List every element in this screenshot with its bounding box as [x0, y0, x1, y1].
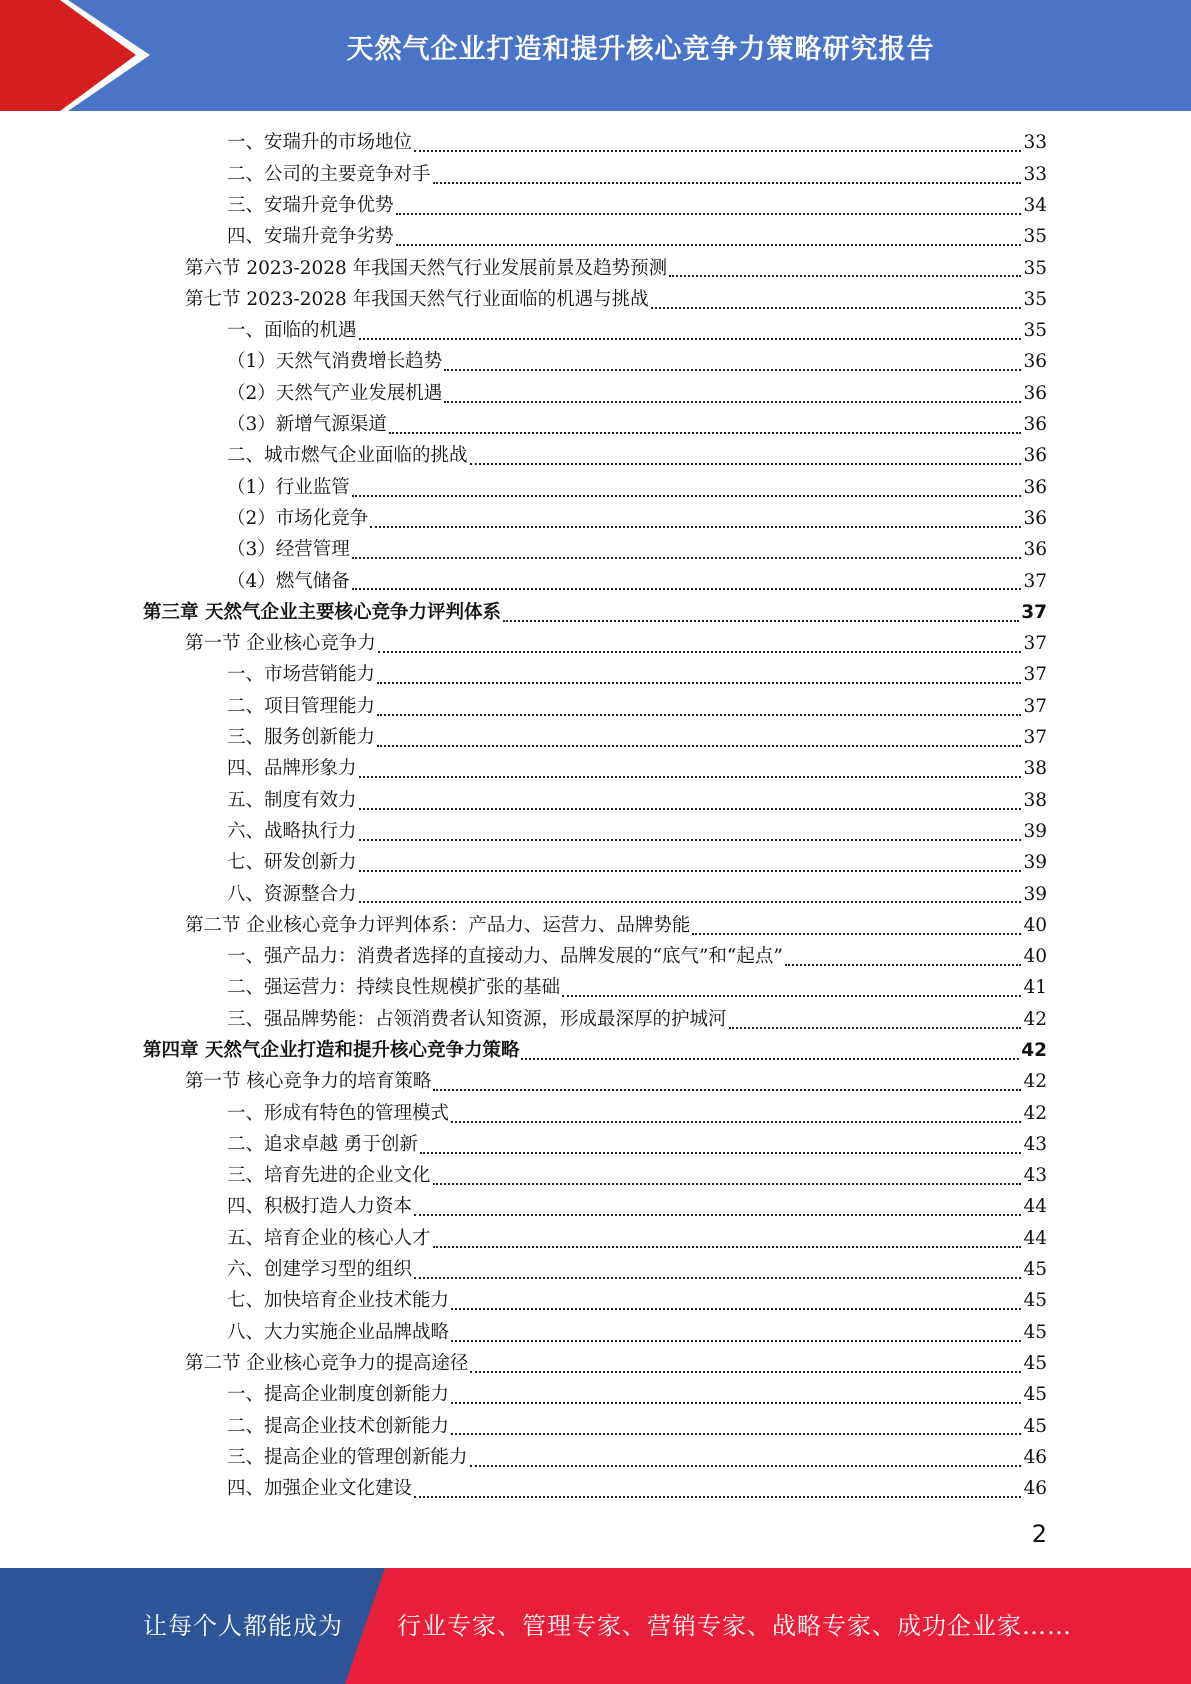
toc-entry-label: 三、强品牌势能：占领消费者认知资源，形成最深厚的护城河 [227, 1008, 727, 1030]
toc-dot-leader [389, 431, 1022, 434]
footer-slogan-left: 让每个人都能成为 [143, 1612, 343, 1640]
toc-entry-page: 35 [1023, 257, 1047, 279]
toc-entry[interactable] [0, 1411, 1191, 1442]
toc-entry-page: 33 [1023, 132, 1047, 154]
toc-entry-page: 35 [1023, 226, 1047, 248]
toc-entry-label: 二、提高企业技术创新能力 [227, 1415, 450, 1437]
toc-entry[interactable] [0, 1098, 1191, 1129]
toc-entry[interactable] [0, 1474, 1191, 1505]
toc-entry[interactable] [0, 1067, 1191, 1098]
toc-entry[interactable] [0, 817, 1191, 848]
toc-entry-page: 43 [1023, 1165, 1047, 1187]
toc-entry-label: 七、加快培育企业技术能力 [227, 1290, 450, 1312]
toc-dot-leader [414, 1495, 1021, 1498]
toc-entry-page: 45 [1023, 1352, 1047, 1374]
toc-entry-page: 42 [1021, 1040, 1047, 1061]
toc-dot-leader [359, 838, 1022, 841]
toc-dot-leader [370, 525, 1021, 528]
toc-entry-label: 一、提高企业制度创新能力 [227, 1384, 450, 1406]
toc-dot-leader [451, 1432, 1021, 1435]
toc-entry-page: 45 [1023, 1290, 1047, 1312]
toc-entry-label: 二、公司的主要竞争对手 [227, 163, 431, 185]
toc-entry-label: 六、战略执行力 [227, 820, 357, 842]
toc-entry[interactable] [0, 754, 1191, 785]
toc-entry[interactable] [0, 691, 1191, 722]
toc-entry-page: 41 [1023, 977, 1047, 999]
toc-entry[interactable] [0, 253, 1191, 284]
toc-entry-label: 四、安瑞升竞争劣势 [227, 226, 394, 248]
toc-entry-label: 一、市场营销能力 [227, 664, 376, 686]
toc-entry-page: 42 [1023, 1008, 1047, 1030]
toc-entry[interactable] [0, 378, 1191, 409]
toc-entry-page: 38 [1023, 789, 1047, 811]
toc-entry[interactable] [0, 1036, 1191, 1067]
toc-entry-page: 46 [1023, 1446, 1047, 1468]
toc-entry-page: 34 [1023, 194, 1047, 216]
toc-dot-leader [521, 1057, 1019, 1060]
toc-dot-leader [414, 1213, 1021, 1216]
toc-entry[interactable] [0, 629, 1191, 660]
toc-dot-leader [396, 243, 1022, 246]
toc-dot-leader [785, 963, 1022, 966]
toc-entry-page: 42 [1023, 1102, 1047, 1124]
toc-entry[interactable] [0, 1004, 1191, 1035]
toc-entry[interactable] [0, 973, 1191, 1004]
toc-entry[interactable] [0, 723, 1191, 754]
toc-entry[interactable] [0, 910, 1191, 941]
toc-entry-page: 45 [1023, 1321, 1047, 1343]
toc-entry-label: 一、形成有特色的管理模式 [227, 1102, 450, 1124]
toc-entry-label: 二、项目管理能力 [227, 695, 376, 717]
toc-entry[interactable] [0, 597, 1191, 628]
toc-dot-leader [451, 1307, 1021, 1310]
toc-entry-label: 一、强产品力：消费者选择的直接动力、品牌发展的“底气”和“起点” [227, 946, 783, 968]
toc-entry-page: 36 [1023, 539, 1047, 561]
toc-entry-page: 45 [1023, 1259, 1047, 1281]
toc-entry[interactable] [0, 1442, 1191, 1473]
toc-entry[interactable] [0, 284, 1191, 315]
toc-entry[interactable] [0, 504, 1191, 535]
toc-entry-label: 三、安瑞升竞争优势 [227, 194, 394, 216]
toc-entry[interactable] [0, 1130, 1191, 1161]
toc-dot-leader [378, 650, 1022, 653]
toc-entry[interactable] [0, 1255, 1191, 1286]
toc-entry[interactable] [0, 159, 1191, 190]
toc-dot-leader [377, 744, 1021, 747]
toc-entry[interactable] [0, 1192, 1191, 1223]
toc-entry-label: 三、培育先进的企业文化 [227, 1165, 431, 1187]
toc-entry-label: 四、品牌形象力 [227, 758, 357, 780]
toc-entry[interactable] [0, 347, 1191, 378]
toc-dot-leader [651, 306, 1022, 309]
toc-entry[interactable] [0, 660, 1191, 691]
toc-entry[interactable] [0, 441, 1191, 472]
toc-dot-leader [444, 400, 1021, 403]
toc-entry-page: 39 [1023, 820, 1047, 842]
toc-entry[interactable] [0, 222, 1191, 253]
toc-dot-leader [433, 181, 1022, 184]
toc-dot-leader [451, 1401, 1021, 1404]
toc-dot-leader [359, 869, 1022, 872]
toc-entry[interactable] [0, 1286, 1191, 1317]
toc-dot-leader [414, 1276, 1021, 1279]
toc-dot-leader [377, 713, 1021, 716]
toc-entry-label: 第一节 企业核心竞争力 [185, 633, 376, 655]
toc-entry-page: 38 [1023, 758, 1047, 780]
toc-entry[interactable] [0, 785, 1191, 816]
toc-entry[interactable] [0, 1223, 1191, 1254]
footer-slogan-right: 行业专家、管理专家、营销专家、战略专家、成功企业家…… [397, 1612, 1072, 1640]
toc-entry-label: （3）经营管理 [227, 539, 350, 561]
toc-dot-leader [396, 212, 1022, 215]
toc-entry-label: （1）行业监管 [227, 476, 350, 498]
toc-entry-page: 33 [1023, 163, 1047, 185]
toc-entry-page: 45 [1023, 1384, 1047, 1406]
toc-entry-label: 第二节 企业核心竞争力评判体系：产品力、运营力、品牌势能 [185, 914, 691, 936]
toc-entry-label: （1）天然气消费增长趋势 [227, 351, 443, 373]
toc-entry-label: 第三章 天然气企业主要核心竞争力评判体系 [143, 601, 501, 623]
toc-dot-leader [451, 1120, 1021, 1123]
toc-dot-leader [729, 1026, 1022, 1029]
toc-entry-label: 一、安瑞升的市场地位 [227, 132, 413, 154]
toc-entry-label: 二、城市燃气企业面临的挑战 [227, 445, 468, 467]
table-of-contents [0, 128, 1191, 1505]
toc-entry-page: 36 [1023, 507, 1047, 529]
toc-entry-label: 一、面临的机遇 [227, 320, 357, 342]
toc-dot-leader [451, 1339, 1021, 1342]
toc-entry[interactable] [0, 128, 1191, 159]
toc-entry-page: 45 [1023, 1415, 1047, 1437]
toc-entry[interactable] [0, 535, 1191, 566]
toc-entry[interactable] [0, 1317, 1191, 1348]
toc-entry-label: 四、加强企业文化建设 [227, 1478, 413, 1500]
toc-entry-label: 五、制度有效力 [227, 789, 357, 811]
toc-entry[interactable] [0, 879, 1191, 910]
toc-entry-page: 44 [1023, 1196, 1047, 1218]
toc-entry-label: （2）天然气产业发展机遇 [227, 382, 443, 404]
toc-entry[interactable] [0, 472, 1191, 503]
toc-entry-label: 第二节 企业核心竞争力的提高途径 [185, 1352, 469, 1374]
page-footer [0, 1568, 1191, 1684]
toc-entry-label: （4）燃气储备 [227, 570, 350, 592]
toc-entry-page: 36 [1023, 445, 1047, 467]
page-number: 2 [1031, 1520, 1047, 1548]
toc-entry-label: 四、积极打造人力资本 [227, 1196, 413, 1218]
toc-entry-page: 35 [1023, 320, 1047, 342]
toc-dot-leader [503, 619, 1019, 622]
toc-entry-label: （3）新增气源渠道 [227, 414, 387, 436]
toc-entry-page: 36 [1023, 414, 1047, 436]
toc-entry[interactable] [0, 316, 1191, 347]
toc-entry-page: 37 [1023, 727, 1047, 749]
toc-entry-page: 44 [1023, 1227, 1047, 1249]
toc-dot-leader [433, 1182, 1022, 1185]
toc-dot-leader [420, 1151, 1022, 1154]
toc-entry-page: 37 [1023, 633, 1047, 655]
toc-entry-page: 37 [1021, 601, 1047, 623]
toc-dot-leader [377, 681, 1021, 684]
toc-dot-leader [352, 556, 1022, 559]
toc-entry-label: 第一节 核心竞争力的培育策略 [185, 1071, 432, 1093]
toc-dot-leader [470, 1464, 1022, 1467]
toc-entry[interactable] [0, 566, 1191, 597]
toc-entry-page: 37 [1023, 570, 1047, 592]
toc-dot-leader [359, 900, 1022, 903]
toc-dot-leader [562, 994, 1021, 997]
toc-dot-leader [433, 1088, 1021, 1091]
toc-entry[interactable] [0, 1161, 1191, 1192]
toc-entry-page: 39 [1023, 852, 1047, 874]
toc-dot-leader [359, 807, 1022, 810]
toc-dot-leader [444, 368, 1021, 371]
toc-entry-label: 八、大力实施企业品牌战略 [227, 1321, 450, 1343]
toc-entry-label: 二、强运营力：持续良性规模扩张的基础 [227, 977, 561, 999]
toc-entry-page: 46 [1023, 1478, 1047, 1500]
toc-entry-page: 36 [1023, 476, 1047, 498]
toc-entry-page: 42 [1023, 1071, 1047, 1093]
toc-entry-label: 第六节 2023-2028 年我国天然气行业发展前景及趋势预测 [185, 257, 668, 279]
toc-entry[interactable] [0, 1349, 1191, 1380]
toc-entry-page: 35 [1023, 288, 1047, 310]
toc-entry-page: 36 [1023, 382, 1047, 404]
toc-entry[interactable] [0, 942, 1191, 973]
toc-entry-page: 40 [1023, 914, 1047, 936]
toc-entry[interactable] [0, 191, 1191, 222]
toc-entry-label: 七、研发创新力 [227, 852, 357, 874]
toc-dot-leader [470, 1370, 1021, 1373]
toc-dot-leader [692, 932, 1021, 935]
toc-entry-label: 六、创建学习型的组织 [227, 1259, 413, 1281]
toc-entry-label: （2）市场化竞争 [227, 507, 369, 529]
toc-dot-leader [359, 775, 1022, 778]
toc-entry[interactable] [0, 848, 1191, 879]
toc-entry-label: 第四章 天然气企业打造和提升核心竞争力策略 [143, 1040, 520, 1061]
toc-entry-label: 三、服务创新能力 [227, 727, 376, 749]
toc-entry-page: 39 [1023, 883, 1047, 905]
toc-dot-leader [359, 337, 1022, 340]
toc-entry-page: 40 [1023, 946, 1047, 968]
toc-entry-page: 43 [1023, 1133, 1047, 1155]
toc-entry-label: 第七节 2023-2028 年我国天然气行业面临的机遇与挑战 [185, 288, 649, 310]
toc-dot-leader [669, 274, 1021, 277]
report-title: 天然气企业打造和提升核心竞争力策略研究报告 [346, 34, 935, 65]
page-header [0, 0, 1191, 111]
toc-dot-leader [414, 149, 1021, 152]
toc-entry-page: 37 [1023, 695, 1047, 717]
toc-dot-leader [352, 494, 1022, 497]
toc-entry-label: 五、培育企业的核心人才 [227, 1227, 431, 1249]
toc-entry[interactable] [0, 1380, 1191, 1411]
toc-entry-page: 36 [1023, 351, 1047, 373]
toc-dot-leader [470, 462, 1022, 465]
toc-entry-label: 二、追求卓越 勇于创新 [227, 1133, 418, 1155]
toc-dot-leader [352, 587, 1022, 590]
toc-entry[interactable] [0, 410, 1191, 441]
toc-entry-label: 三、提高企业的管理创新能力 [227, 1446, 468, 1468]
toc-entry-page: 37 [1023, 664, 1047, 686]
toc-entry-label: 八、资源整合力 [227, 883, 357, 905]
toc-dot-leader [433, 1245, 1022, 1248]
